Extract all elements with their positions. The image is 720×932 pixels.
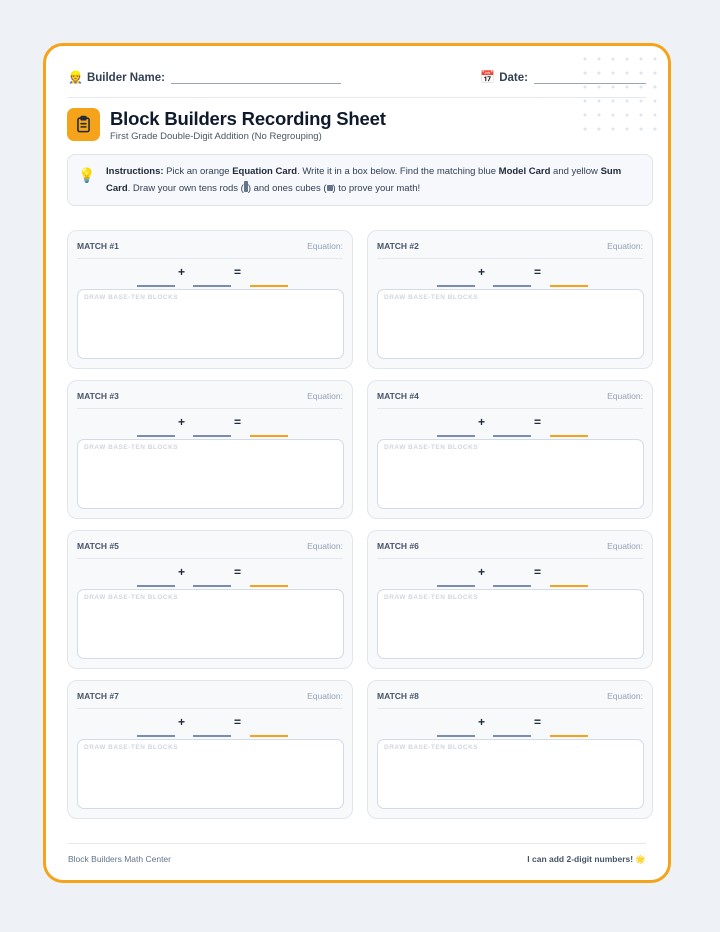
sum-blank[interactable] [550, 285, 588, 287]
addend-2-blank[interactable] [193, 735, 231, 737]
instructions-part: ) to prove your math! [332, 183, 421, 194]
match-card [67, 230, 353, 369]
plus-sign: + [178, 715, 186, 729]
equation-label: Equation: [607, 691, 643, 701]
plus-sign: + [178, 415, 186, 429]
header-divider [68, 97, 646, 98]
card-divider [377, 258, 643, 259]
recording-sheet [43, 43, 671, 883]
equals-sign: = [234, 715, 242, 729]
equation-label: Equation: [607, 391, 643, 401]
instructions-box [67, 154, 653, 206]
equation-card-term: Equation Card [232, 166, 298, 177]
addend-1-blank[interactable] [137, 285, 175, 287]
sum-blank[interactable] [550, 735, 588, 737]
card-divider [77, 408, 343, 409]
plus-sign: + [478, 265, 486, 279]
drawing-area[interactable] [77, 289, 344, 359]
addend-2-blank[interactable] [193, 585, 231, 587]
builder-name-label: Builder Name: [86, 72, 165, 84]
card-divider [377, 558, 643, 559]
builder-name-input-line[interactable] [171, 70, 341, 84]
match-card [67, 530, 353, 669]
equals-sign: = [534, 715, 542, 729]
page-subtitle: First Grade Double-Digit Addition (No Regrouping) [110, 131, 322, 142]
match-card [67, 680, 353, 819]
equals-sign: = [534, 265, 542, 279]
addend-2-blank[interactable] [193, 285, 231, 287]
addend-1-blank[interactable] [137, 735, 175, 737]
plus-sign: + [178, 565, 186, 579]
sum-blank[interactable] [550, 585, 588, 587]
addend-2-blank[interactable] [193, 435, 231, 437]
drawing-area-label: DRAW BASE-TEN BLOCKS [384, 744, 479, 751]
drawing-area-label: DRAW BASE-TEN BLOCKS [84, 744, 179, 751]
match-card [367, 380, 653, 519]
drawing-area[interactable] [377, 739, 644, 809]
drawing-area[interactable] [377, 439, 644, 509]
builder-icon: 👷 [68, 70, 83, 84]
model-card-term: Model Card [498, 166, 551, 177]
date-label: Date: [499, 72, 528, 84]
instructions-part: Pick an orange [163, 166, 233, 177]
instructions-part: . Draw your own tens rods ( [127, 183, 244, 194]
instructions-part: and yellow [550, 166, 601, 177]
match-title: MATCH #1 [77, 241, 119, 251]
card-divider [377, 708, 643, 709]
addend-1-blank[interactable] [137, 585, 175, 587]
sum-blank[interactable] [250, 285, 288, 287]
date-input-line[interactable] [534, 70, 646, 84]
drawing-area[interactable] [377, 289, 644, 359]
card-divider [77, 258, 343, 259]
sum-blank[interactable] [250, 735, 288, 737]
equals-sign: = [234, 415, 242, 429]
plus-sign: + [178, 265, 186, 279]
addend-1-blank[interactable] [437, 585, 475, 587]
match-card [367, 230, 653, 369]
instructions-part: . Write it in a box below. Find the matching blue [297, 166, 499, 177]
card-divider [77, 558, 343, 559]
equation-label: Equation: [307, 391, 343, 401]
match-title: MATCH #4 [377, 391, 419, 401]
card-divider [77, 708, 343, 709]
footer-divider [68, 843, 646, 844]
header-row [68, 70, 646, 92]
equation-label: Equation: [307, 241, 343, 251]
match-title: MATCH #2 [377, 241, 419, 251]
drawing-area-label: DRAW BASE-TEN BLOCKS [384, 594, 479, 601]
addend-1-blank[interactable] [437, 735, 475, 737]
drawing-area[interactable] [377, 589, 644, 659]
drawing-area-label: DRAW BASE-TEN BLOCKS [384, 294, 479, 301]
addend-1-blank[interactable] [437, 285, 475, 287]
match-card [67, 380, 353, 519]
addend-2-blank[interactable] [493, 435, 531, 437]
instructions-part: ) and ones cubes ( [247, 183, 327, 194]
dot-pattern-decoration [578, 52, 664, 138]
equals-sign: = [534, 415, 542, 429]
instructions-text [106, 163, 638, 197]
equation-label: Equation: [607, 541, 643, 551]
drawing-area-label: DRAW BASE-TEN BLOCKS [384, 444, 479, 451]
equals-sign: = [534, 565, 542, 579]
lightbulb-icon: 💡 [78, 167, 96, 183]
match-title: MATCH #5 [77, 541, 119, 551]
addend-1-blank[interactable] [137, 435, 175, 437]
plus-sign: + [478, 565, 486, 579]
card-divider [377, 408, 643, 409]
sum-blank[interactable] [550, 435, 588, 437]
footer-center-name: Block Builders Math Center [68, 854, 171, 864]
equation-label: Equation: [607, 241, 643, 251]
addend-2-blank[interactable] [493, 735, 531, 737]
sum-blank[interactable] [250, 585, 288, 587]
builder-name-field [68, 70, 341, 84]
instructions-label: Instructions: [106, 166, 164, 177]
sum-card-term: Sum Card [106, 166, 622, 194]
drawing-area-label: DRAW BASE-TEN BLOCKS [84, 294, 179, 301]
drawing-area[interactable] [77, 589, 344, 659]
drawing-area-label: DRAW BASE-TEN BLOCKS [84, 444, 179, 451]
equation-label: Equation: [307, 541, 343, 551]
plus-sign: + [478, 715, 486, 729]
match-title: MATCH #6 [377, 541, 419, 551]
addend-2-blank[interactable] [493, 285, 531, 287]
addend-2-blank[interactable] [493, 585, 531, 587]
drawing-area[interactable] [77, 439, 344, 509]
equals-sign: = [234, 265, 242, 279]
sum-blank[interactable] [250, 435, 288, 437]
clipboard-icon [67, 108, 100, 141]
match-card [367, 530, 653, 669]
equals-sign: = [234, 565, 242, 579]
match-title: MATCH #8 [377, 691, 419, 701]
date-field [480, 70, 646, 84]
addend-1-blank[interactable] [437, 435, 475, 437]
match-title: MATCH #3 [77, 391, 119, 401]
plus-sign: + [478, 415, 486, 429]
page-title: Block Builders Recording Sheet [110, 108, 386, 129]
equation-label: Equation: [307, 691, 343, 701]
footer-slogan: I can add 2-digit numbers! 🌟 [527, 854, 646, 864]
drawing-area[interactable] [77, 739, 344, 809]
calendar-icon: 📅 [480, 70, 496, 84]
match-card [367, 680, 653, 819]
drawing-area-label: DRAW BASE-TEN BLOCKS [84, 594, 179, 601]
match-title: MATCH #7 [77, 691, 119, 701]
